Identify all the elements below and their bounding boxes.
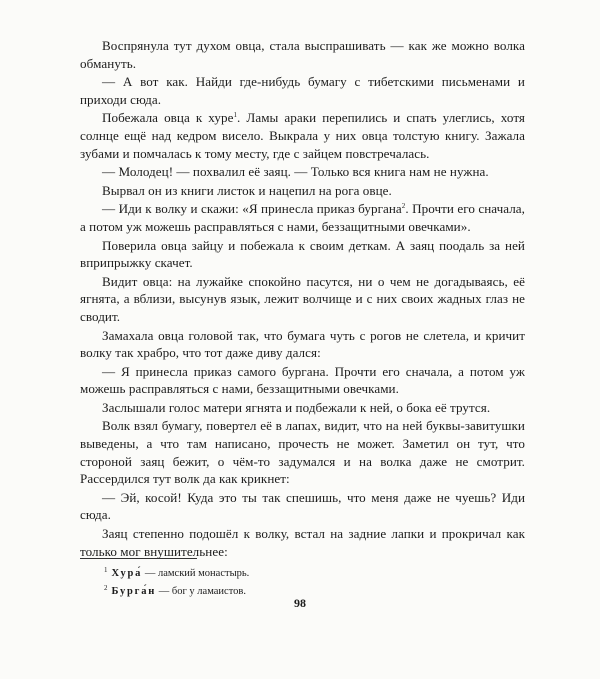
- footnote-text: — ламский монастырь.: [142, 568, 250, 579]
- paragraph: — А вот как. Найди где-нибудь бумагу с тибетскими письменами и приходи сюда.: [80, 74, 525, 107]
- paragraph: Заяц степенно подошёл к волку, встал на задние лапки и прокричал как только мог внушительнее:: [80, 526, 525, 559]
- footnote-term: Бурга́н: [111, 586, 157, 597]
- paragraph: Волк взял бумагу, повертел её в лапах, видит, что на ней буквы-завитушки выведены, а что там написано, прочесть не может. Заметил он тут, что стороной заяц бежит, о чём-то задумался и на волка даже не смотрит. Рассердился тут волк да как крикнет:: [80, 418, 525, 487]
- footnote-divider: [80, 558, 197, 559]
- paragraph: Поверила овца зайцу и побежала к своим деткам. А заяц поодаль за ней вприпрыжку скачет.: [80, 237, 525, 271]
- footnote-ref: 1: [233, 111, 238, 120]
- paragraph: [80, 109, 525, 162]
- paragraph: — Я принесла приказ самого бургана. Прочти его сначала, а потом уж можешь расправляться с нами, беззащитными овечками.: [80, 363, 525, 397]
- paragraph: Вырвал он из книги листок и нацепил на рога овце.: [102, 182, 392, 198]
- footnote-mark: 1: [104, 566, 108, 574]
- paragraph: Видит овца: на лужайке спокойно пасутся, ни о чем не догадываясь, её ягнята, а вблизи, высунув язык, лежит волчище и с них своих жадных глаз не сводит.: [80, 273, 525, 324]
- page-number: 98: [294, 596, 306, 610]
- footnote-term: Хура́: [111, 568, 143, 579]
- paragraph: Воспрянула тут духом овца, стала выспрашивать — как же можно волка обмануть.: [80, 38, 525, 71]
- paragraph: Замахала овца головой так, что бумага чуть с рогов не слетела, и кричит волку так храбро, что тот даже диву дался:: [80, 327, 525, 361]
- footnote-1: [104, 563, 504, 581]
- paragraph: — Молодец! — похвалил её заяц. — Только вся книга нам не нужна.: [102, 164, 489, 180]
- paragraph: Заслышали голос матери ягнята и подбежали к ней, о бока её трутся.: [102, 399, 491, 415]
- footnotes: [104, 563, 504, 599]
- footnote-ref: 2: [401, 202, 406, 211]
- footnote-text: — бог у ламаистов.: [156, 586, 246, 597]
- paragraph-text: Побежала овца к хуре$^1$. Ламы араки перепились и спать улеглись, хотя солнце ещё над кедром висело. Выкрала у них овца толстую книгу. Зажала зубами и помчалась к тому месту, где с зайцем повстречалась.: [80, 110, 525, 161]
- footnote-mark: 2: [104, 584, 108, 592]
- text-body: [80, 37, 525, 560]
- paragraph: — Иди к волку и скажи: «Я принесла приказ бургана$^2$. Прочти его сначала, а потом уж можешь расправляться с нами, беззащитными овечками».: [80, 201, 525, 234]
- paragraph: — Эй, косой! Куда это ты так спешишь, что меня даже не чуешь? Иди сюда.: [80, 489, 525, 523]
